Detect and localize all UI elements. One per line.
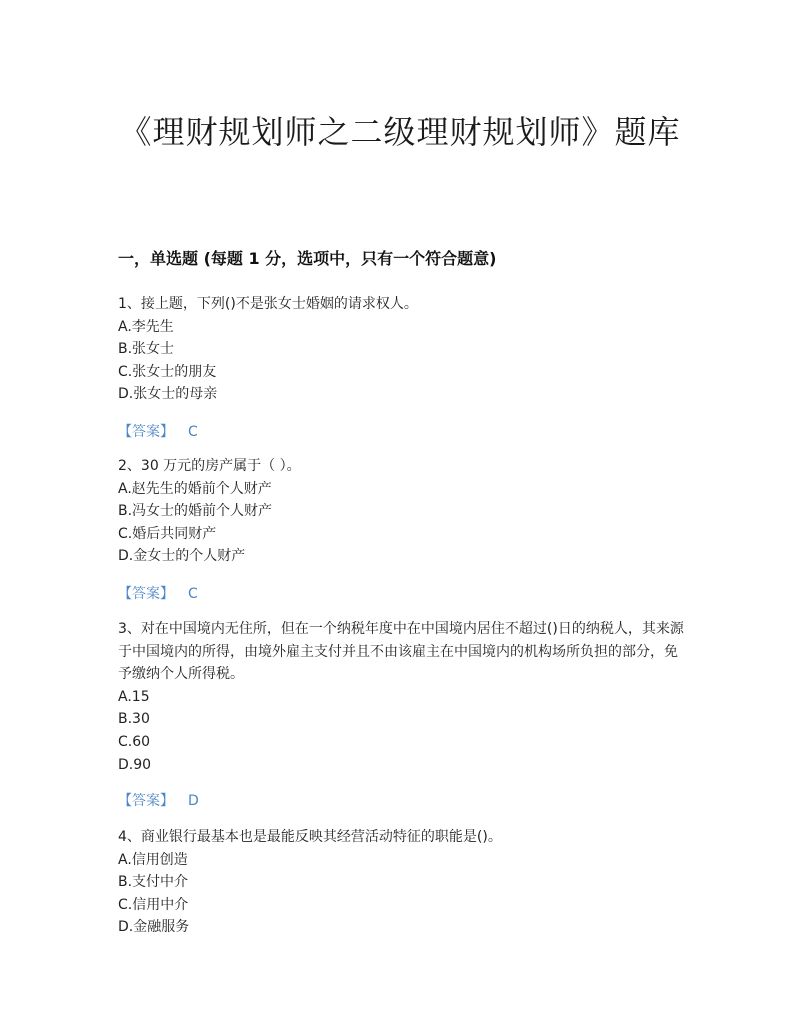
- answer-label: 【答案】: [118, 793, 174, 809]
- question-stem: 3、对在中国境内无住所，但在一个纳税年度中在中国境内居住不超过()日的纳税人，其来源于中国境内的所得，由境外雇主支付并且不由该雇主在中国境内的机构场所负担的部分，免予缴纳个人所得税。: [118, 621, 684, 683]
- option-c: C.张女士的朋友: [118, 363, 217, 380]
- answer-2: [118, 583, 198, 603]
- option-d: D.张女士的母亲: [118, 386, 218, 403]
- answer-value: D: [188, 793, 199, 809]
- answer-label: 【答案】: [118, 424, 174, 440]
- option-c: C.60: [118, 733, 151, 750]
- option-b: B.30: [118, 711, 150, 728]
- option-b: B.冯女士的婚前个人财产: [118, 503, 273, 520]
- option-d: D.90: [118, 756, 152, 773]
- option-a: A.信用创造: [118, 851, 188, 868]
- question-2: [118, 455, 688, 568]
- answer-1: [118, 421, 198, 441]
- option-c: C.信用中介: [118, 896, 189, 913]
- answer-value: C: [188, 586, 198, 602]
- option-d: D.金女士的个人财产: [118, 548, 246, 565]
- question-4: [118, 826, 688, 939]
- option-b: B.张女士: [118, 341, 175, 358]
- option-d: D.金融服务: [118, 919, 190, 936]
- question-stem: 2、30 万元的房产属于（ ）。: [118, 458, 301, 474]
- option-a: A.李先生: [118, 318, 174, 335]
- option-b: B.支付中介: [118, 874, 189, 891]
- question-3: [118, 618, 688, 776]
- option-c: C.婚后共同财产: [118, 525, 217, 542]
- question-1: [118, 293, 688, 406]
- section-heading: 一，单选题 (每题 1 分，选项中，只有一个符合题意): [118, 249, 497, 268]
- option-a: A.赵先生的婚前个人财产: [118, 480, 272, 497]
- option-a: A.15: [118, 688, 150, 705]
- question-stem: 4、商业银行最基本也是最能反映其经营活动特征的职能是()。: [118, 829, 502, 845]
- answer-label: 【答案】: [118, 586, 174, 602]
- answer-value: C: [188, 424, 198, 440]
- answer-3: [118, 790, 199, 810]
- document-title: 《理财规划师之二级理财规划师》题库: [119, 113, 681, 151]
- question-stem: 1、接上题，下列()不是张女士婚姻的请求权人。: [118, 296, 418, 312]
